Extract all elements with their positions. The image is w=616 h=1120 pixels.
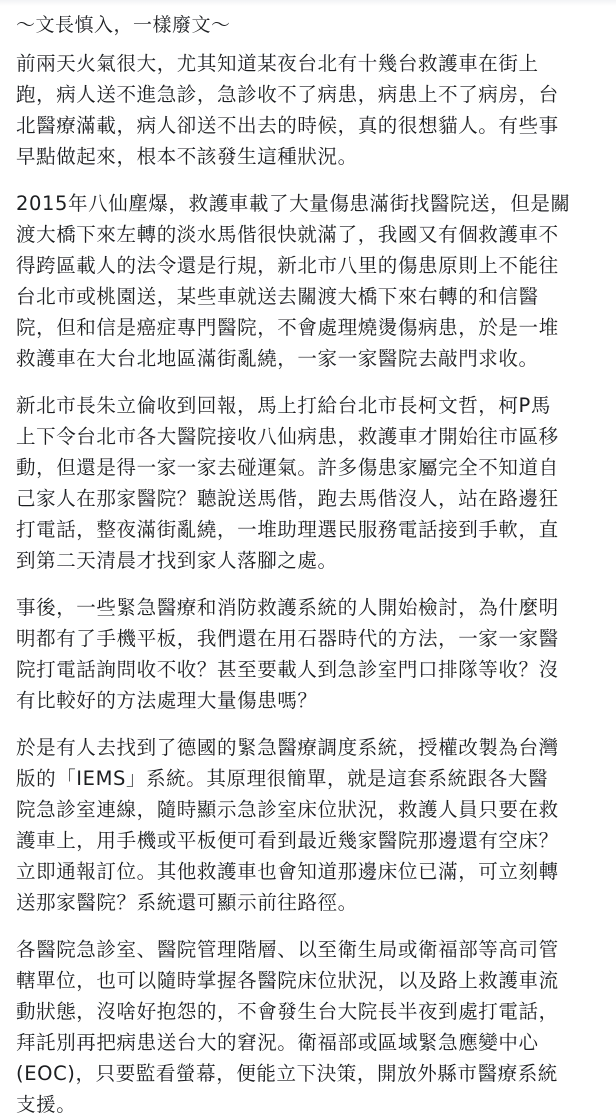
paragraph: [16, 934, 602, 1120]
paragraph-line: 渡大橋下來左轉的淡水馬偕很快就滿了，我國又有個救護車不: [16, 223, 559, 246]
paragraph-line: 動，但還是得一家一家去碰運氣。許多傷患家屬完全不知道自: [16, 456, 559, 479]
paragraph-line: 早點做起來，根本不該發生這種狀況。: [16, 145, 358, 168]
paragraph-line: 院打電話詢問收不收？甚至要載人到急診室門口排隊等收？沒: [16, 658, 559, 681]
paragraph-line: 動狀態，沒啥好抱怨的，不會發生台大院長半夜到處打電話，: [16, 1000, 559, 1023]
paragraph: [16, 732, 602, 918]
paragraph: [16, 48, 602, 172]
paragraph-line: 立即通報訂位。其他救護車也會知道那邊床位已滿，可立刻轉: [16, 860, 559, 883]
paragraph-line: 拜託別再把病患送台大的窘況。衛福部或區域緊急應變中心: [16, 1031, 539, 1054]
paragraph-line: 明都有了手機平板，我們還在用石器時代的方法，一家一家醫: [16, 627, 559, 650]
paragraph-line: 於是有人去找到了德國的緊急醫療調度系統，授權改製為台灣: [16, 736, 559, 759]
post-paragraphs: [16, 48, 602, 1120]
paragraph-line: 己家人在那家醫院？聽說送馬偕，跑去馬偕沒人，站在路邊狂: [16, 487, 559, 510]
paragraph: [16, 592, 602, 716]
paragraph-line: 院，但和信是癌症專門醫院，不會處理燒燙傷病患，於是一堆: [16, 316, 559, 339]
paragraph-line: 支援。: [16, 1093, 77, 1116]
paragraph-line: 到第二天清晨才找到家人落腳之處。: [16, 549, 338, 572]
paragraph-line: 版的「IEMS」系統。其原理很簡單，就是這套系統跟各大醫: [16, 767, 549, 790]
paragraph-line: 台北市或桃園送，某些車就送去關渡大橋下來右轉的和信醫: [16, 285, 539, 308]
paragraph-line: 打電話，整夜滿街亂繞，一堆助理選民服務電話接到手軟，直: [16, 518, 559, 541]
paragraph-line: 轄單位，也可以隨時掌握各醫院床位狀況，以及路上救護車流: [16, 969, 559, 992]
paragraph-line: 送那家醫院？系統還可顯示前往路徑。: [16, 891, 358, 914]
paragraph: [16, 390, 602, 576]
paragraph-line: 得跨區載人的法令還是行規，新北市八里的傷患原則上不能往: [16, 254, 559, 277]
paragraph-line: 上下令台北市各大醫院接收八仙病患，救護車才開始往市區移: [16, 425, 559, 448]
paragraph-line: 事後，一些緊急醫療和消防救護系統的人開始檢討，為什麼明: [16, 596, 559, 619]
paragraph-line: 院急診室連線，隨時顯示急診室床位狀況，救護人員只要在救: [16, 798, 559, 821]
paragraph-line: 新北市長朱立倫收到回報，馬上打給台北市長柯文哲，柯P馬: [16, 394, 551, 417]
paragraph-line: 救護車在大台北地區滿街亂繞，一家一家醫院去敲門求收。: [16, 347, 539, 370]
paragraph-line: 北醫療滿載，病人卻送不出去的時候，真的很想貓人。有些事: [16, 114, 559, 137]
paragraph-line: (EOC)，只要監看螢幕，便能立下決策，開放外縣市醫療系統: [16, 1062, 558, 1085]
paragraph-line: 2015年八仙塵爆，救護車載了大量傷患滿街找醫院送，但是關: [16, 192, 571, 215]
post-title: ～文長慎入，一樣廢文～: [16, 14, 231, 36]
paragraph: [16, 188, 602, 374]
paragraph-line: 護車上，用手機或平板便可看到最近幾家醫院那邊還有空床？: [16, 829, 559, 852]
paragraph-line: 有比較好的方法處理大量傷患嗎？: [16, 689, 318, 712]
paragraph-line: 各醫院急診室、醫院管理階層、以至衛生局或衛福部等高司管: [16, 938, 559, 961]
paragraph-line: 跑，病人送不進急診，急診收不了病患，病患上不了病房，台: [16, 83, 559, 106]
paragraph-line: 前兩天火氣很大，尤其知道某夜台北有十幾台救護車在街上: [16, 52, 539, 75]
